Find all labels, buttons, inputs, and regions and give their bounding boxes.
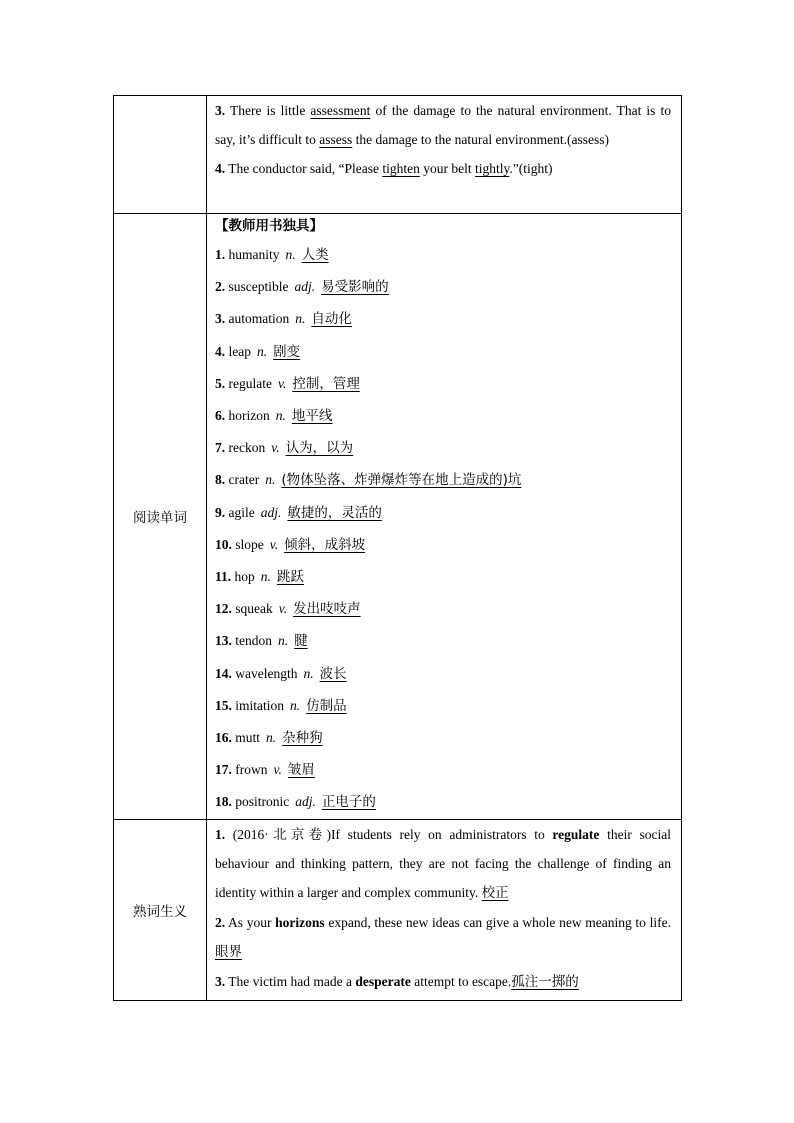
- word-term: automation: [228, 311, 290, 327]
- teacher-book-heading: 【教师用书独具】: [215, 218, 323, 234]
- part-of-speech: v.: [277, 375, 287, 391]
- key-word: desperate: [355, 973, 411, 989]
- word-number: 12.: [215, 601, 232, 617]
- word-number: 16.: [215, 730, 232, 746]
- word-list: [215, 239, 671, 819]
- word-number: 5.: [215, 375, 226, 391]
- answer-meaning: 校正: [481, 884, 509, 901]
- word-term: regulate: [228, 375, 272, 391]
- word-number: 11.: [215, 569, 232, 585]
- sentence-1: 1. (2016·北京卷)If students rely on administrators to regulate their social behaviour and thinking pattern, they are not facing the challenge of finding an identity within a larger and complex community. 校正: [215, 826, 671, 901]
- word-number: 2.: [215, 279, 226, 295]
- word-item: [215, 497, 671, 529]
- word-number: 18.: [215, 794, 232, 810]
- answer-meaning: 孤注一掷的: [511, 973, 579, 990]
- part-of-speech: n.: [266, 730, 277, 746]
- key-word: horizons: [275, 914, 325, 930]
- word-meaning: (物体坠落、炸弹爆炸等在地上造成的)坑: [281, 472, 522, 489]
- word-term: hop: [234, 569, 255, 585]
- word-meaning: 控制，管理: [292, 375, 360, 392]
- word-item: [215, 658, 671, 690]
- word-item: [215, 625, 671, 657]
- row-label-familiar-words: 熟词生义: [114, 819, 207, 1000]
- part-of-speech: v.: [269, 536, 279, 552]
- word-meaning: 跳跃: [276, 569, 304, 586]
- word-term: mutt: [235, 730, 261, 746]
- table-row-familiar-words: [114, 819, 682, 1000]
- word-number: 4.: [215, 343, 226, 359]
- word-meaning: 认为，以为: [285, 440, 354, 457]
- part-of-speech: n.: [303, 665, 314, 681]
- word-number: 14.: [215, 665, 232, 681]
- part-of-speech: n.: [260, 569, 271, 585]
- word-item: [215, 561, 671, 593]
- word-meaning: 易受影响的: [321, 279, 389, 296]
- part-of-speech: n.: [257, 343, 268, 359]
- word-number: 9.: [215, 504, 226, 520]
- word-number: 13.: [215, 633, 232, 649]
- part-of-speech: n.: [285, 247, 296, 262]
- answer-blank: tightly: [474, 161, 510, 176]
- word-item: [215, 786, 671, 818]
- word-meaning: 地平线: [291, 408, 333, 425]
- word-meaning: 杂种狗: [282, 730, 323, 747]
- word-term: imitation: [235, 697, 284, 713]
- word-number: 10.: [215, 536, 232, 552]
- part-of-speech: adj.: [260, 504, 282, 520]
- word-item: [215, 336, 671, 368]
- reading-words-content: [207, 214, 682, 820]
- word-number: 17.: [215, 762, 232, 778]
- word-meaning: 自动化: [311, 311, 352, 328]
- word-meaning: 倾斜，成斜坡: [284, 536, 366, 553]
- table-row-reading-words: [114, 214, 682, 820]
- word-number: 15.: [215, 697, 232, 713]
- word-term: leap: [228, 343, 251, 359]
- word-item: [215, 239, 671, 271]
- item-number: 3.: [215, 103, 226, 118]
- key-word: regulate: [552, 826, 600, 842]
- sentence-2: 2. As your horizons expand, these new ideas can give a whole new meaning to life. 眼界: [215, 914, 671, 960]
- word-term: frown: [235, 762, 268, 778]
- answer-blank: assess: [319, 132, 353, 147]
- word-number: 1.: [215, 247, 226, 262]
- part-of-speech: n.: [265, 472, 276, 488]
- word-meaning: 敏捷的，灵活的: [287, 504, 382, 521]
- word-item: [215, 368, 671, 400]
- part-of-speech: v.: [271, 440, 280, 456]
- part-of-speech: v.: [278, 601, 288, 617]
- word-number: 7.: [215, 440, 226, 456]
- answer-blank: assessment: [310, 103, 371, 118]
- word-meaning: 发出吱吱声: [293, 601, 361, 618]
- word-item: [215, 271, 671, 303]
- table-row-word-forms: [114, 96, 682, 214]
- part-of-speech: n.: [295, 311, 306, 327]
- familiar-words-content: [207, 819, 682, 1000]
- word-item: [215, 432, 671, 464]
- word-number: 3.: [215, 311, 226, 327]
- word-item: [215, 593, 671, 625]
- word-term: wavelength: [235, 665, 298, 681]
- word-meaning: 腱: [294, 633, 308, 650]
- sentence-4: 4. The conductor said, “Please tighten your belt tightly.”(tight): [215, 161, 553, 176]
- word-term: positronic: [235, 794, 290, 810]
- word-term: reckon: [228, 440, 266, 456]
- item-number: 4.: [215, 161, 226, 176]
- word-item: [215, 464, 671, 496]
- row-label-reading-words: 阅读单词: [114, 214, 207, 820]
- part-of-speech: n.: [278, 633, 289, 649]
- part-of-speech: adj.: [294, 279, 316, 295]
- word-meaning: 仿制品: [306, 697, 347, 714]
- word-term: crater: [228, 472, 260, 488]
- part-of-speech: n.: [290, 697, 301, 713]
- word-number: 8.: [215, 472, 226, 488]
- word-meaning: 正电子的: [321, 794, 376, 811]
- word-term: susceptible: [228, 279, 289, 295]
- word-term: horizon: [228, 408, 270, 424]
- answer-blank: tighten: [382, 161, 420, 176]
- word-meaning: 皱眉: [287, 762, 315, 779]
- word-item: [215, 400, 671, 432]
- sentence-3: 3. The victim had made a desperate attempt to escape.孤注一掷的: [215, 973, 579, 990]
- word-item: [215, 303, 671, 335]
- part-of-speech: adj.: [295, 794, 316, 810]
- answer-meaning: 眼界: [215, 943, 242, 960]
- word-meaning: 人类: [301, 247, 329, 263]
- word-meaning: 剧变: [273, 343, 301, 360]
- vocabulary-table: [113, 95, 682, 1001]
- word-term: humanity: [228, 247, 280, 262]
- word-term: agile: [228, 504, 255, 520]
- sentence-3: 3. There is little assessment of the damage to the natural environment. That is to say, it’s difficult to assess the damage to the natural environment.(assess): [215, 103, 671, 147]
- word-number: 6.: [215, 408, 226, 424]
- word-item: [215, 754, 671, 786]
- word-forms-content: [207, 96, 682, 214]
- word-item: [215, 690, 671, 722]
- part-of-speech: n.: [275, 408, 286, 424]
- word-item: [215, 722, 671, 754]
- word-term: slope: [235, 536, 264, 552]
- word-term: squeak: [235, 601, 273, 617]
- word-term: tendon: [235, 633, 272, 649]
- word-meaning: 波长: [319, 665, 347, 682]
- row-label-empty: [114, 96, 207, 214]
- word-item: [215, 529, 671, 561]
- part-of-speech: v.: [273, 762, 282, 778]
